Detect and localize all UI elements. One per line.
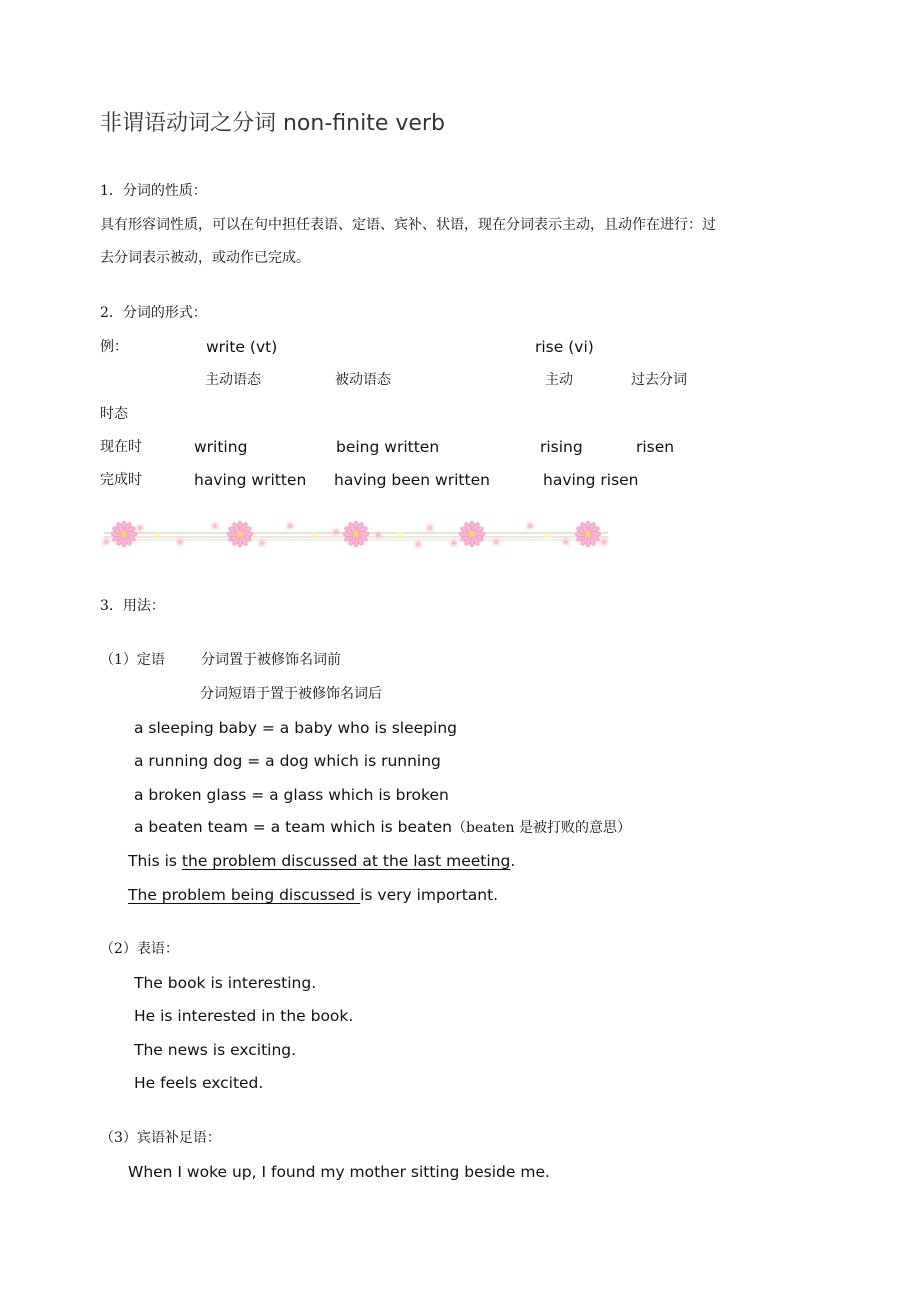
attributive-example-1: a sleeping baby = a baby who is sleeping xyxy=(134,719,457,737)
flower-divider xyxy=(100,516,612,556)
example-5-underlined-phrase: the problem discussed at the last meeting xyxy=(181,852,511,870)
flower-icon xyxy=(459,521,485,547)
predicative-example-4: He feels excited. xyxy=(134,1074,264,1092)
section-1-heading: 1．分词的性质： xyxy=(100,183,207,199)
object-complement-label: （3）宾语补足语： xyxy=(100,1130,221,1146)
example-5-prefix: This is xyxy=(128,852,182,870)
flower-icon xyxy=(111,521,137,547)
verb-rise: rise (vi) xyxy=(535,338,594,356)
tense-label: 时态 xyxy=(100,406,128,422)
attributive-label: （1）定语 xyxy=(100,652,165,668)
attributive-rule-1: 分词置于被修饰名词前 xyxy=(201,652,341,668)
section-1-text-line-1: 具有形容词性质，可以在句中担任表语、定语、宾补、状语，现在分词表示主动，且动作在进行：过 xyxy=(100,217,716,233)
example-6-suffix: is very important. xyxy=(360,886,499,904)
attributive-example-6 xyxy=(128,885,498,905)
example-6-underlined-phrase: The problem being discussed xyxy=(128,886,361,904)
section-3-heading: 3．用法： xyxy=(100,598,165,614)
row-label-perfect: 完成时 xyxy=(100,472,142,488)
attributive-example-5 xyxy=(128,851,515,871)
section-2-heading: 2．分词的形式： xyxy=(100,305,207,321)
cell-present-rise: rising xyxy=(540,438,583,456)
cell-present-passive: being written xyxy=(336,438,440,456)
cell-perfect-active: having written xyxy=(194,471,307,489)
flower-icon xyxy=(227,521,253,547)
page-title: 非谓语动词之分词 non-finite verb xyxy=(100,111,445,136)
row-label-present: 现在时 xyxy=(100,439,142,455)
cell-present-active: writing xyxy=(194,438,248,456)
header-active: 主动 xyxy=(545,372,573,388)
predicative-example-2: He is interested in the book. xyxy=(134,1007,354,1025)
predicative-example-3: The news is exciting. xyxy=(134,1041,297,1059)
cell-perfect-passive: having been written xyxy=(334,471,490,489)
flower-icon xyxy=(575,521,601,547)
predicative-example-1: The book is interesting. xyxy=(134,974,317,992)
header-past-participle: 过去分词 xyxy=(631,372,687,388)
cell-perfect-rise: having risen xyxy=(543,471,639,489)
verb-write: write (vt) xyxy=(206,338,278,356)
attributive-example-4 xyxy=(134,817,631,838)
header-passive-voice: 被动语态 xyxy=(335,372,391,388)
attributive-example-2: a running dog = a dog which is running xyxy=(134,752,441,770)
example-label: 例： xyxy=(100,339,128,355)
flower-icon xyxy=(343,521,369,547)
object-complement-example-1: When I woke up, I found my mother sitting beside me. xyxy=(128,1163,550,1181)
example-5-suffix: . xyxy=(510,852,516,870)
attributive-example-4-text: a beaten team = a team which is beaten xyxy=(134,818,452,836)
header-active-voice: 主动语态 xyxy=(205,372,261,388)
cell-past-participle-rise: risen xyxy=(636,438,675,456)
section-1-text-line-2: 去分词表示被动，或动作已完成。 xyxy=(100,250,310,266)
attributive-example-4-note: （beaten 是被打败的意思） xyxy=(451,820,631,836)
attributive-example-3: a broken glass = a glass which is broken xyxy=(134,786,449,804)
attributive-rule-2: 分词短语于置于被修饰名词后 xyxy=(200,686,382,702)
predicative-label: （2）表语： xyxy=(100,941,179,957)
